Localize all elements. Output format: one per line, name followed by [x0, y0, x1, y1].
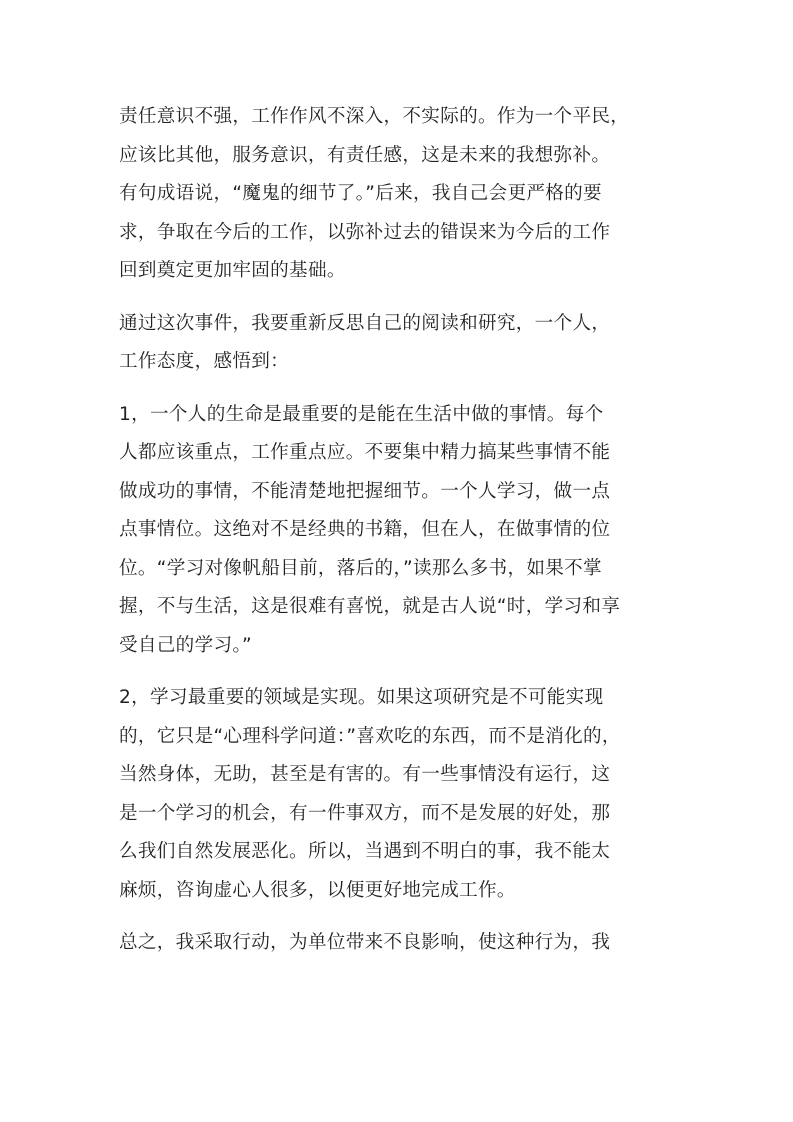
text-line: 应该比其他，服务意识，有责任感，这是未来的我想弥补。 [119, 144, 611, 166]
document-body [119, 98, 679, 977]
text-line: 是一个学习的机会，有一件事双方，而不是发展的好处，那 [119, 802, 611, 824]
text-line: 位。“学习对像帆船目前，落后的，”读那么多书，如果不掌 [119, 557, 602, 579]
text-line: 受自己的学习。” [119, 634, 252, 656]
text-line: 求，争取在今后的工作，以弥补过去的错误来为今后的工作 [119, 221, 611, 243]
text-line: 麻烦，咨询虚心人很多，以便更好地完成工作。 [119, 879, 516, 901]
text-line: 通过这次事件，我要重新反思自己的阅读和研究，一个人， [119, 312, 611, 334]
text-line: 的，它只是“心理科学问道：”喜欢吃的东西，而不是消化的， [119, 725, 621, 747]
paragraph [119, 305, 679, 382]
paragraph [119, 679, 679, 910]
paragraph [119, 924, 679, 963]
text-line: 做成功的事情，不能清楚地把握细节。一个人学习，做一点 [119, 480, 611, 502]
text-line: 1，一个人的生命是最重要的是能在生活中做的事情。每个 [119, 403, 604, 425]
text-line: 2，学习最重要的领域是实现。如果这项研究是不可能实现 [119, 687, 604, 708]
text-line: 责任意识不强，工作作风不深入，不实际的。作为一个平民， [119, 106, 630, 127]
text-line: 总之，我采取行动，为单位带来不良影响，使这种行为，我 [119, 932, 611, 953]
text-line: 当然身体，无助，甚至是有害的。有一些事情没有运行，这 [119, 764, 611, 785]
text-line: 回到奠定更加牢固的基础。 [119, 260, 346, 281]
text-line: 工作态度，感悟到： [119, 351, 290, 372]
text-line: 人都应该重点，工作重点应。不要集中精力搞某些事情不能 [119, 442, 611, 463]
text-line: 握，不与生活，这是很难有喜悦，就是古人说“时，学习和享 [119, 596, 621, 617]
text-line: 点事情位。这绝对不是经典的书籍，但在人，在做事情的位 [119, 519, 611, 540]
text-line: 有句成语说，“魔鬼的细节了。”后来，我自己会更严格的要 [119, 183, 602, 204]
text-line: 么我们自然发展恶化。所以，当遇到不明白的事，我不能太 [119, 841, 611, 862]
paragraph [119, 396, 679, 666]
paragraph [119, 98, 679, 291]
